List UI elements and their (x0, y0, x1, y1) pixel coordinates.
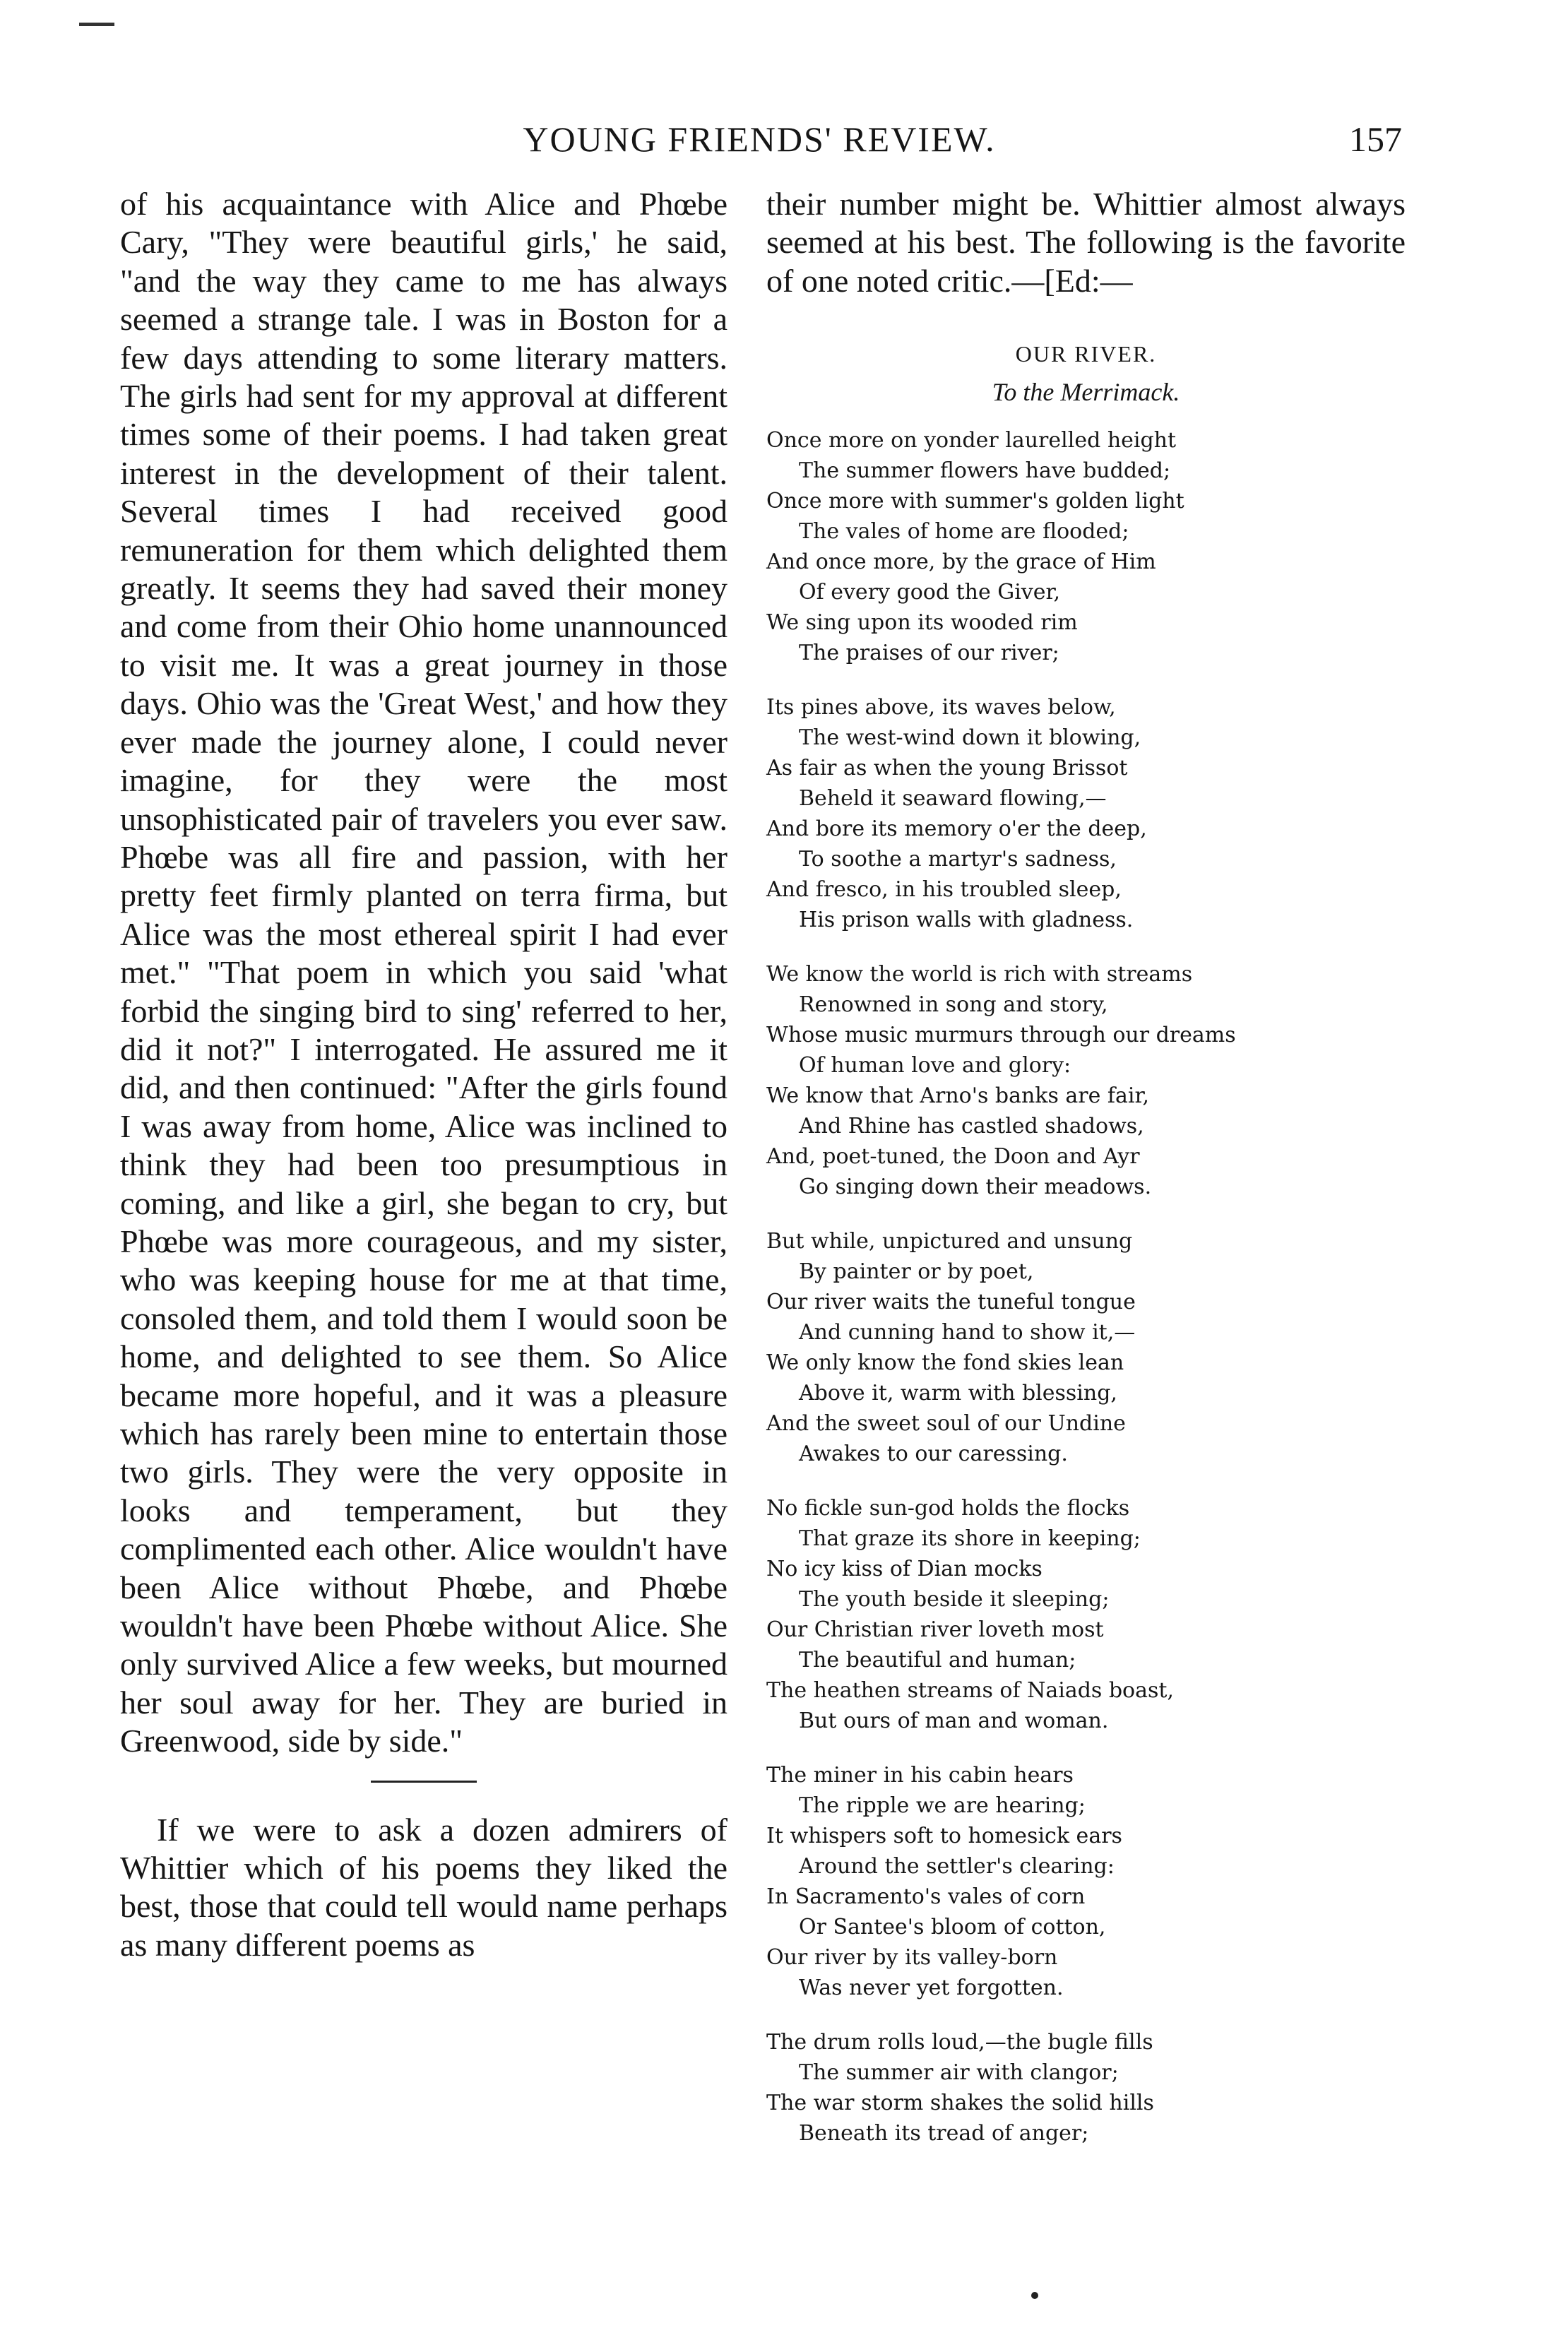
poem-subtitle: To the Merrimack. (992, 378, 1180, 407)
poem-line: It whispers soft to homesick ears (766, 1824, 1122, 1849)
body-paragraph: of his acquaintance with Alice and Phœbe Cary, "They were beautiful girls,' he said, "and the way they came to me has always seemed a strange tale. I was in Boston for a few days attending to some literary matters. The girls had sent for my approval at different times some of their poems. I had taken great interest in the development of their talent. Several times I had received good remuneration for them which delighted them greatly. It seems they had saved their money and come from their Ohio home unannounced to visit me. It was a great journey in those days. Ohio was the 'Great West,' and how they ever made the journey alone, I could never imagine, for they were the most unsophisticated pair of travelers you ever saw. Phœbe was all fire and passion, with her pretty feet firmly planted on terra firma, but Alice was the most ethereal spirit I had ever met." "That poem in which you said 'what forbid the singing bird to sing' referred to her, did it not?" I interrogated. He assured me it did, and then continued: "After the girls found I was away from home, Alice was inclined to think they had been too presumptious in coming, and like a girl, she began to cry, but Phœbe was more courageous, and my sister, who was keeping house for me at that time, consoled them, and told them I would soon be home, and delighted to see them. So Alice became more hopeful, and it was a pleasure which has rarely been mine to entertain those two girls. They were the very opposite in looks and temperament, but they complimented each other. Alice wouldn't have been Alice without Phœbe, and Phœbe wouldn't have been Phœbe without Alice. She only survived Alice a few weeks, but mourned her soul away for her. They are buried in Greenwood, side by side." (120, 186, 727, 1759)
poem-line: Go singing down their meadows. (799, 1175, 1152, 1200)
poem-line: Renowned in song and story, (799, 992, 1108, 1018)
poem-line: No fickle sun-god holds the flocks (766, 1496, 1130, 1521)
poem-line: And bore its memory o'er the deep, (766, 816, 1147, 842)
poem-line: And cunning hand to show it,— (799, 1320, 1136, 1345)
poem-line: The summer flowers have budded; (799, 458, 1171, 484)
poem-line: And fresco, in his troubled sleep, (766, 877, 1122, 903)
poem-line: And the sweet soul of our Undine (766, 1411, 1126, 1437)
poem-line: To soothe a martyr's sadness, (799, 847, 1117, 872)
poem-line: Once more with summer's golden light (766, 489, 1184, 514)
poem-line: We know that Arno's banks are fair, (766, 1083, 1150, 1109)
poem-line: No icy kiss of Dian mocks (766, 1557, 1043, 1582)
poem-line: Around the settler's clearing: (799, 1854, 1115, 1879)
ornament-dot (1031, 2292, 1038, 2299)
poem-line: But while, unpictured and unsung (766, 1229, 1133, 1254)
running-header: YOUNG FRIENDS' REVIEW. (523, 119, 996, 159)
right-column (766, 185, 1406, 2173)
poem-line: The vales of home are flooded; (799, 519, 1129, 545)
body-paragraph: If we were to ask a dozen admirers of Whittier which of his poems they liked the best, those that could tell would name perhaps as many different poems as (120, 1811, 727, 1963)
poem-line: Or Santee's bloom of cotton, (799, 1915, 1106, 1940)
poem-line: In Sacramento's vales of corn (766, 1884, 1086, 1910)
poem-line: The heathen streams of Naiads boast, (766, 1678, 1174, 1704)
poem-line: Of every good the Giver, (799, 580, 1061, 605)
poem-stanza (766, 692, 1406, 935)
poem-stanza (766, 1226, 1406, 1469)
poem-line: Our river waits the tuneful tongue (766, 1290, 1136, 1315)
poem-line: The summer air with clangor; (799, 2060, 1119, 2086)
poem-line: But ours of man and woman. (799, 1709, 1109, 1734)
poem-line: Above it, warm with blessing, (799, 1381, 1117, 1406)
page-number: 157 (1349, 119, 1402, 159)
left-column (120, 185, 727, 1964)
poem-line: We sing upon its wooded rim (766, 610, 1078, 636)
poem-title: OUR RIVER. (1015, 341, 1157, 367)
poem-stanza (766, 2027, 1406, 2149)
poem-stanza (766, 959, 1406, 1202)
poem-stanza (766, 1493, 1406, 1736)
poem-line: Beheld it seaward flowing,— (799, 786, 1107, 812)
poem-line: And Rhine has castled shadows, (799, 1114, 1144, 1139)
poem-stanza (766, 425, 1406, 668)
poem-line: As fair as when the young Brissot (766, 756, 1128, 781)
poem-line: Its pines above, its waves below, (766, 695, 1116, 720)
poem-line: Whose music murmurs through our dreams (766, 1023, 1236, 1048)
poem-line: Beneath its tread of anger; (799, 2121, 1089, 2146)
poem-line: The drum rolls loud,—the bugle fills (766, 2030, 1153, 2055)
poem-line: The youth beside it sleeping; (799, 1587, 1110, 1612)
poem-line: Our river by its valley-born (766, 1945, 1058, 1971)
poem-line: And once more, by the grace of Him (766, 549, 1156, 575)
body-paragraph: their number might be. Whittier almost always seemed at his best. The following is the favorite of one noted critic.—[Ed:— (766, 186, 1406, 299)
poem-line: Of human love and glory: (799, 1053, 1071, 1079)
poem-line: Our Christian river loveth most (766, 1617, 1104, 1643)
poem-line: The praises of our river; (799, 641, 1059, 666)
poem-line: The miner in his cabin hears (766, 1763, 1074, 1788)
poem-line: His prison walls with gladness. (799, 908, 1134, 933)
poem-line: Once more on yonder laurelled height (766, 428, 1177, 453)
poem-line: The war storm shakes the solid hills (766, 2091, 1154, 2116)
poem-line: We only know the fond skies lean (766, 1350, 1124, 1376)
poem-line: The west-wind down it blowing, (799, 725, 1141, 751)
poem-line: Was never yet forgotten. (799, 1975, 1064, 2001)
corner-mark (79, 23, 114, 26)
poem-line: Awakes to our caressing. (799, 1442, 1068, 1467)
poem-line: We know the world is rich with streams (766, 962, 1193, 987)
poem-body (766, 425, 1406, 2149)
poem-stanza (766, 1760, 1406, 2003)
poem-line: The ripple we are hearing; (799, 1793, 1086, 1819)
section-divider (371, 1781, 477, 1783)
poem-line: The beautiful and human; (799, 1648, 1076, 1673)
poem-line: And, poet-tuned, the Doon and Ayr (766, 1144, 1140, 1170)
poem-line: That graze its shore in keeping; (799, 1526, 1141, 1552)
poem-line: By painter or by poet, (799, 1259, 1034, 1285)
